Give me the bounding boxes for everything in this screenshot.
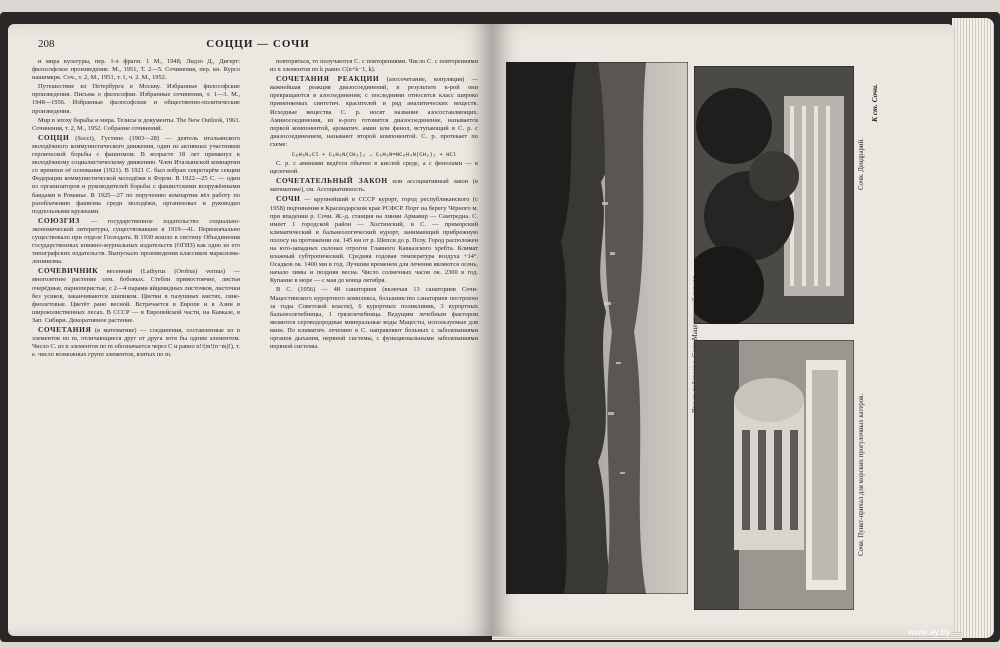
running-head: СОЦЦИ — СОЧИ — [206, 38, 310, 50]
encyclopedia-entry — [32, 217, 240, 267]
caption-pier: Сочи. Пункт-причал для морских прогулочных катеров. — [858, 393, 865, 557]
paragraph — [270, 58, 478, 74]
paragraph — [270, 160, 478, 176]
plate-title: К ст. Сочи. — [870, 84, 879, 122]
entry-text: — государственное издательство социально-экономической литературы, существовавшее в 1919—41. Первоначально существовало при отделе Госиздата. В 1930 вошло в систему Объединения государственных книжно-журнальных издательств (ОГИЗ) как одно из его типографских издательств. Выпускало произведения классиков марксизма-ленинизма. — [32, 217, 240, 266]
page-header — [38, 38, 478, 52]
pier-image — [694, 340, 854, 610]
entry-text: или ассоциативный закон (в математике), см. Ассоциативность. — [270, 178, 478, 194]
caption-coast: Сочи-Мацестинский — [692, 297, 699, 358]
entry-text: повторяться, то получаются С. с повторениями. Число С. с повторениями из n элементов по k равно C(n+k−1, k). — [270, 58, 478, 74]
entry-text: и мира культуры, пер. 1-х фрагм. 1 М., 1948; Лидзо Д., Дигерт: философское произведение. М., 1951, Т. 2—5. Сочинения, пер. кн. Курсо нашимкрк. Соч., т. 2, М., 1951, т. 1, ч. 2. М., 1952. — [32, 58, 240, 82]
photo-dendrarium — [694, 66, 854, 324]
encyclopedia-entry — [32, 134, 240, 216]
entry-headword: СОЧЕТАТЕЛЬНЫЙ ЗАКОН — [276, 176, 388, 186]
left-page — [8, 24, 492, 636]
coast-landscape-image — [506, 62, 688, 594]
encyclopedia-entry — [32, 267, 240, 325]
right-page — [492, 24, 954, 636]
text-column-right — [270, 58, 478, 628]
entry-text: (азосочетание, копуляция) — важнейшая реакция диазосоединений, в результате к-рой они превращаются в азосоединения; с последними относится класс широко применяемых синтетич. красителей и ряд аналитических веществ. Исходные вещества С. р. носят название азосоставляющих. Аминосоединения, из к-рого готовится диазосоединение, называется первой компонентой, ароматич. амин или фенол, вступающий в С. р. с диазосоединением, называют второй компонентой. С. р. протекает по схеме: — [270, 76, 478, 148]
entry-text: весенний (Lathyrus (Orobus) vernus) — многолетнее растение сем. бобовых. Стебли прямостоячие, листья очерёдные, парноперистые, с 2—4 парами яйцевидных листочков, листочки без усиков, заканчиваются шипиком. Цветки в пазушных кистях, сине-фиолетовые. Цветёт рано весной. Встречается в Европе и в Азии в широколиственных лесах. В СССР — в Европейской части, на Кавказе, в Зап. Сибири. Декоративное растение. — [32, 268, 240, 324]
encyclopedia-entry — [270, 195, 478, 285]
entry-text: С. р. с аминами ведётся обычно в кислой среде, а с фенолами — в щелочной. — [270, 160, 478, 176]
paragraph — [32, 58, 240, 82]
watermark: www.ay.by — [908, 627, 951, 637]
paragraph — [32, 83, 240, 115]
text-column-left — [32, 58, 240, 628]
photo-pier — [694, 340, 854, 610]
entry-headword: СОЮЗГИЗ — [38, 215, 80, 225]
encyclopedia-entry — [32, 326, 240, 359]
entry-headword: СОЧЕВИЧНИК — [38, 266, 99, 276]
entry-text: Путешествие из Петербурга в Москву. Избранные философские произведения. Письма о философии. Избранные сочинения, т. 1—3. М., 1948—1956. Избранные философские и общественно-политические произведения. — [32, 83, 240, 115]
chemical-formula: C₆H₅N₂Cl + C₆H₅N(CH₃)₂ → C₆H₅N=NC₆H₄N(CH₃)₂ + HCl — [291, 151, 457, 159]
entry-headword: СОЧЕТАНИЯ — [38, 325, 92, 334]
entry-text: — крупнейший в СССР курорт, город республиканского (с 1958) подчинения в Краснодарском крае РСФСР. Порт на берегу Чёрного м. при впадении р. Сочи. Ж.-д. станция на линии Армавир — Самтредиа. С. имеет 1 городской район — Хостинский, и С. — приморский климатический и бальнеологический курорт, занимающий прибрежную полосу на протяжении ок. 145 км от р. Шепси до р. Псоу. Город расположен на юго-западных склонах отрогов Главного Кавказского хребта. Климат влажный субтропический. Средняя годовая температура воздуха +14°. Осадков ок. 1400 мм в год. Лучшим временем для лечения являются осень, начало зимы и поздняя весна. Число солнечных часов ок. 2300 в год. Купание в море — с мая до конца октября. — [270, 196, 478, 285]
entry-text: В С. (1956) — 48 санаториев (включая 13 санаториев Сочи-Мацестинского курортного комплекса, большинство санаториев построено за годы Советской власти), 6 курортных поликлиник, 3 курортных бальнеолечебницы, 1 грязелечебница. Ведущим лечебным фактором являются сероводородные минеральные воды Мацесты, используемые для ванн. По климатич. лечению в С. направляют больных с заболеваниями органов дыхания, нервной системы, с функциональными заболеваниями нервной системы. — [270, 286, 478, 351]
encyclopedia-entry — [270, 177, 478, 194]
entry-headword: СОЦЦИ — [38, 132, 70, 142]
entry-text: Мир в эпоху борьбы и мира. Тезисы и документы. The New Outlook, 1963. Сочинения, т. 2, М., 1952. Собрание сочинений. — [32, 116, 240, 132]
entry-text: (в математике) — соединения, составленные из n элементов по m, отличающиеся друг от друга хотя бы одним элементом. Число С. из n элементов по m обозначается через C и равно n!/(m!(n−m)!), т. е. число возможных групп элементов, взятых по m. — [32, 327, 240, 359]
entry-headword: СОЧИ — [276, 194, 301, 204]
page-number: 208 — [38, 38, 55, 50]
paragraph — [32, 117, 240, 133]
caption-dendrarium: Сочи. Дендрарий. — [858, 138, 865, 190]
encyclopedia-entry — [270, 75, 478, 149]
dendrarium-image — [694, 66, 854, 324]
paragraph — [270, 286, 478, 351]
photo-coast-view — [506, 62, 688, 594]
entry-headword: СОЧЕТАНИЯ РЕАКЦИИ — [276, 74, 380, 84]
entry-text: (Socci), Густино (1903—28) — деятель итальянского молодёжного коммунистического движения, один из активных участников героической борьбы с фашизмом. В возрасте 18 лет примкнул к молодёжному социалистическому движению. Член Итальянской компартии со времени её основания (1921). В 1921 С. был избран секретарём секции Федерации коммунистической молодёжи в Форли. В 1922—25 С. — один из организаторов и руководителей борьбы с фашистскими вооружёнными бандами в Романье. В 1925—27 по поручению компартии вёл работу по разоблачению фашизма среди молодёжи, организовал и руководил подпольными кружками. — [32, 134, 240, 215]
page-block-edge — [952, 18, 994, 638]
